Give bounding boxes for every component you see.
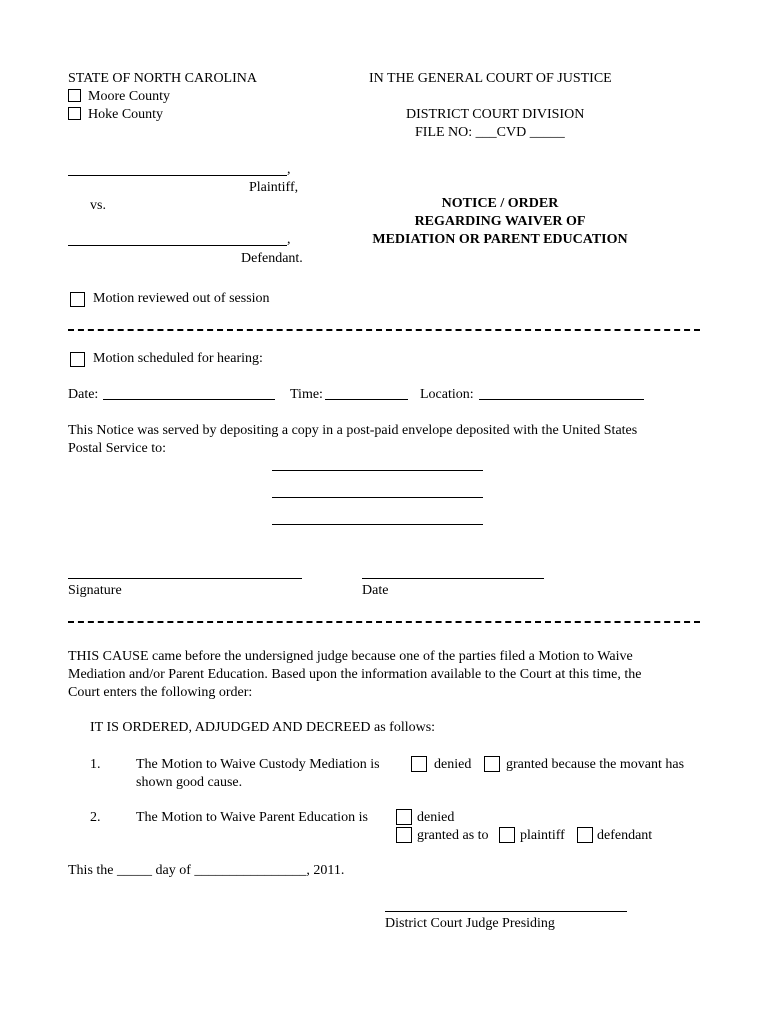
order-date-line: This the _____ day of ________________, 2011. (68, 863, 345, 878)
plaintiff-label: Plaintiff, (249, 180, 299, 195)
service-text-line-1: This Notice was served by depositing a copy in a post-paid envelope deposited with the United States (68, 423, 638, 438)
signature-date-line[interactable] (362, 578, 544, 579)
state-label: STATE OF NORTH CAROLINA (68, 71, 257, 86)
education-granted-checkbox[interactable] (396, 827, 412, 843)
hearing-location-field[interactable] (479, 399, 644, 400)
service-text-line-2: Postal Service to: (68, 441, 166, 456)
moore-county-checkbox[interactable] (68, 89, 81, 102)
education-defendant-checkbox[interactable] (577, 827, 593, 843)
defendant-label: Defendant. (241, 251, 303, 266)
signature-date-label: Date (362, 583, 389, 598)
education-plaintiff-label: plaintiff (520, 828, 565, 843)
division-label: DISTRICT COURT DIVISION (406, 107, 585, 122)
file-number: FILE NO: ___CVD _____ (415, 125, 565, 140)
hearing-time-label: Time: (290, 387, 323, 402)
reviewed-checkbox[interactable] (70, 292, 85, 307)
item-1-continuation: shown good cause. (136, 775, 243, 790)
cause-text-line-1: THIS CAUSE came before the undersigned judge because one of the parties filed a Motion to Waive (68, 649, 633, 664)
hoke-county-label: Hoke County (88, 107, 164, 122)
signature-label: Signature (68, 583, 122, 598)
address-line-1[interactable] (272, 470, 483, 471)
reviewed-label: Motion reviewed out of session (93, 291, 270, 306)
title-line-2: REGARDING WAIVER OF (414, 214, 586, 229)
item-1-number: 1. (90, 757, 101, 772)
hearing-location-label: Location: (420, 387, 474, 402)
signature-line[interactable] (68, 578, 302, 579)
ordered-heading: IT IS ORDERED, ADJUDGED AND DECREED as follows: (90, 720, 436, 735)
judge-signature-line[interactable] (385, 911, 627, 912)
item-1-text: The Motion to Waive Custody Mediation is (136, 757, 380, 772)
defendant-comma: , (287, 232, 291, 247)
mediation-granted-label: granted because the movant has (506, 757, 685, 772)
education-granted-label: granted as to (417, 828, 489, 843)
education-plaintiff-checkbox[interactable] (499, 827, 515, 843)
title-line-1: NOTICE / ORDER (441, 196, 559, 211)
scheduled-checkbox[interactable] (70, 352, 85, 367)
education-denied-label: denied (417, 810, 455, 825)
divider (68, 329, 700, 331)
education-denied-checkbox[interactable] (396, 809, 412, 825)
mediation-granted-checkbox[interactable] (484, 756, 500, 772)
address-line-2[interactable] (272, 497, 483, 498)
plaintiff-comma: , (287, 162, 291, 177)
versus-label: vs. (90, 198, 106, 213)
education-defendant-label: defendant (597, 828, 653, 843)
plaintiff-name-line[interactable] (68, 175, 287, 176)
mediation-denied-checkbox[interactable] (411, 756, 427, 772)
defendant-name-line[interactable] (68, 245, 287, 246)
judge-label: District Court Judge Presiding (385, 916, 555, 931)
title-line-3: MEDIATION OR PARENT EDUCATION (372, 232, 628, 247)
divider (68, 621, 700, 623)
hoke-county-checkbox[interactable] (68, 107, 81, 120)
item-2-number: 2. (90, 810, 101, 825)
scheduled-label: Motion scheduled for hearing: (93, 351, 263, 366)
hearing-time-field[interactable] (325, 399, 408, 400)
court-label: IN THE GENERAL COURT OF JUSTICE (369, 71, 612, 86)
cause-text-line-3: Court enters the following order: (68, 685, 253, 700)
address-line-3[interactable] (272, 524, 483, 525)
item-2-text: The Motion to Waive Parent Education is (136, 810, 368, 825)
hearing-date-field[interactable] (103, 399, 275, 400)
cause-text-line-2: Mediation and/or Parent Education. Based upon the information available to the Court at this time, the (68, 667, 642, 682)
mediation-denied-label: denied (434, 757, 472, 772)
hearing-date-label: Date: (68, 387, 99, 402)
moore-county-label: Moore County (88, 89, 171, 104)
